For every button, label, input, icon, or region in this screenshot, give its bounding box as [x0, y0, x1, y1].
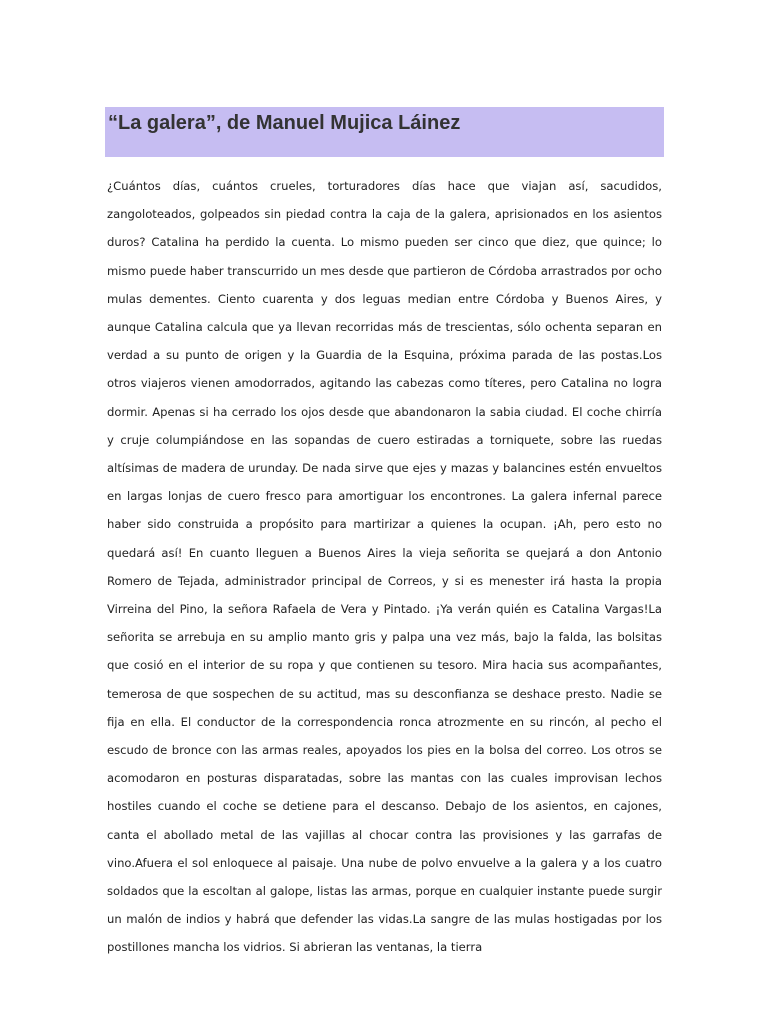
title-banner: [105, 107, 664, 157]
document-body-paragraph: ¿Cuántos días, cuántos crueles, torturadores días hace que viajan así, sacudidos, zangoloteados, golpeados sin piedad contra la caja de la galera, aprisionados en los asientos duros? Catalina ha perdido la cuenta. Lo mismo pueden ser cinco que diez, que quince; lo mismo puede haber transcurrido un mes desde que partieron de Córdoba arrastrados por ocho mulas dementes. Ciento cuarenta y dos leguas median entre Córdoba y Buenos Aires, y aunque Catalina calcula que ya llevan recorridas más de trescientas, sólo ochenta separan en verdad a su punto de origen y la Guardia de la Esquina, próxima parada de las postas.Los otros viajeros vienen amodorrados, agitando las cabezas como títeres, pero Catalina no logra dormir. Apenas si ha cerrado los ojos desde que abandonaron la sabia ciudad. El coche chirría y cruje columpiándose en las sopandas de cuero estiradas a torniquete, sobre las ruedas altísimas de madera de urunday. De nada sirve que ejes y mazas y balancines estén envueltos en largas lonjas de cuero fresco para amortiguar los encontrones. La galera infernal parece haber sido construida a propósito para martirizar a quienes la ocupan. ¡Ah, pero esto no quedará así! En cuanto lleguen a Buenos Aires la vieja señorita se quejará a don Antonio Romero de Tejada, administrador principal de Correos, y si es menester irá hasta la propia Virreina del Pino, la señora Rafaela de Vera y Pintado. ¡Ya verán quién es Catalina Vargas!La señorita se arrebuja en su amplio manto gris y palpa una vez más, bajo la falda, las bolsitas que cosió en el interior de su ropa y que contienen su tesoro. Mira hacia sus acompañantes, temerosa de que sospechen de su actitud, mas su desconfianza se deshace presto. Nadie se fija en ella. El conductor de la correspondencia ronca atrozmente en su rincón, al pecho el escudo de bronce con las armas reales, apoyados los pies en la bolsa del correo. Los otros se acomodaron en posturas disparatadas, sobre las mantas con las cuales improvisan lechos hostiles cuando el coche se detiene para el descanso. Debajo de los asientos, en cajones, canta el abollado metal de las vajillas al chocar contra las provisiones y las garrafas de vino.Afuera el sol enloquece al paisaje. Una nube de polvo envuelve a la galera y a los cuatro soldados que la escoltan al galope, listas las armas, porque en cualquier instante puede surgir un malón de indios y habrá que defender las vidas.La sangre de las mulas hostigadas por los postillones mancha los vidrios. Si abrieran las ventanas, la tierra: [107, 179, 662, 955]
document-title: “La galera”, de Manuel Mujica Láinez: [108, 112, 461, 134]
